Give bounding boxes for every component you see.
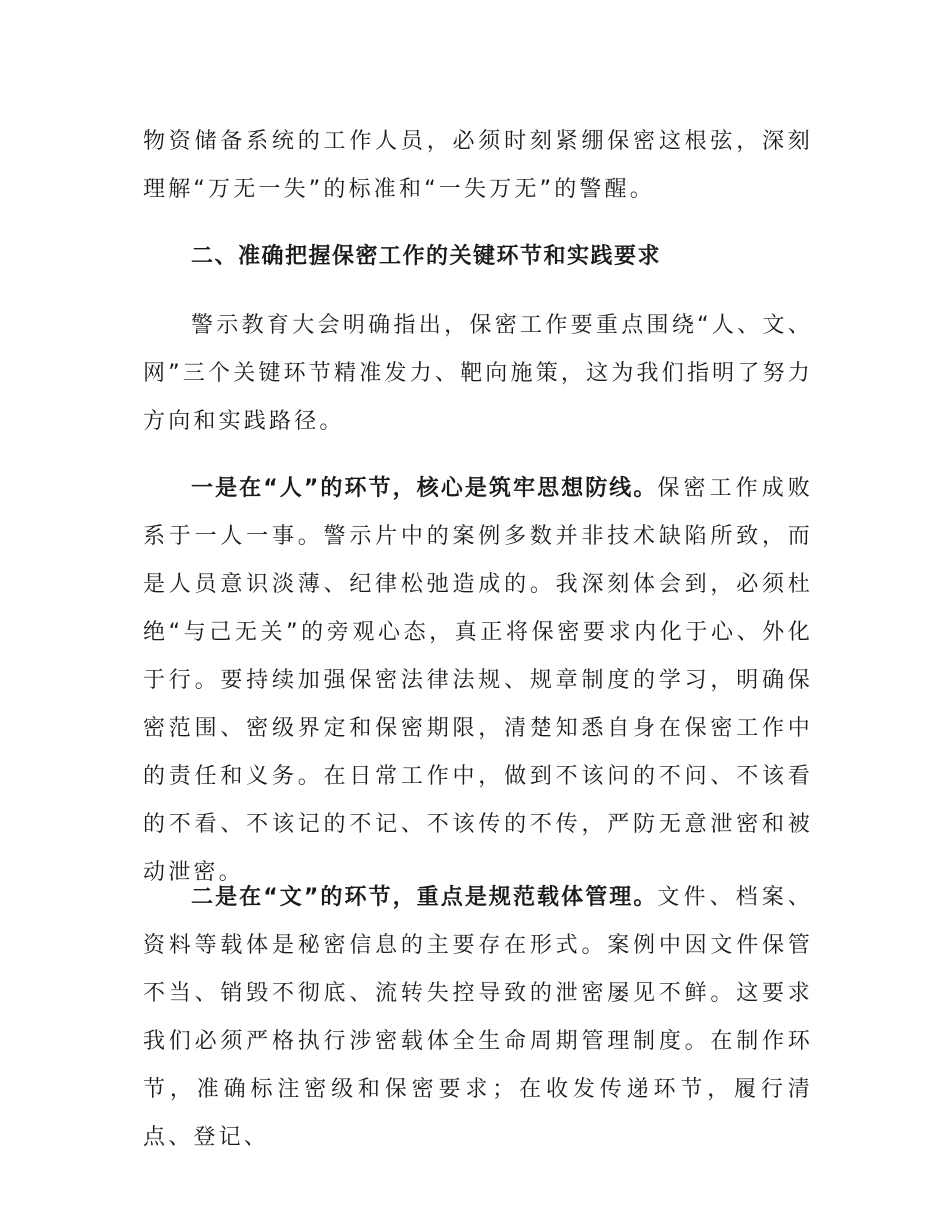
paragraph-people: [143, 465, 813, 897]
section-heading: 二、准确把握保密工作的关键环节和实践要求: [191, 244, 662, 269]
paragraph-documents-body: 文件、档案、资料等载体是秘密信息的主要存在形式。案例中因文件保管不当、销毁不彻底、流转失控导致的泄密屡见不鲜。这要求我们必须严格执行涉密载体全生命周期管理制度。在制作环节，准确标注密级和保密要求；在收发传递环节，履行清点、登记、: [143, 885, 813, 1150]
paragraph-documents: [143, 874, 813, 1162]
paragraph-intro: 警示教育大会明确指出，保密工作要重点围绕“人、文、网”三个关键环节精准发力、靶向施策，这为我们指明了努力方向和实践路径。: [143, 313, 813, 434]
paragraph-documents-lead: 二是在“文”的环节，重点是规范载体管理。: [191, 885, 658, 910]
paragraph-people-lead: 一是在“人”的环节，核心是筑牢思想防线。: [191, 476, 658, 501]
paragraph-continuation: 物资储备系统的工作人员，必须时刻紧绷保密这根弦，深刻理解“万无一失”的标准和“一失万无”的警醒。: [143, 129, 813, 202]
paragraph-people-body: 保密工作成败系于一人一事。警示片中的案例多数并非技术缺陷所致，而是人员意识淡薄、纪律松弛造成的。我深刻体会到，必须杜绝“与己无关”的旁观心态，真正将保密要求内化于心、外化于行。要持续加强保密法律法规、规章制度的学习，明确保密范围、密级界定和保密期限，清楚知悉自身在保密工作中的责任和义务。在日常工作中，做到不该问的不问、不该看的不看、不该记的不记、不该传的不传，严防无意泄密和被动泄密。: [143, 476, 813, 885]
